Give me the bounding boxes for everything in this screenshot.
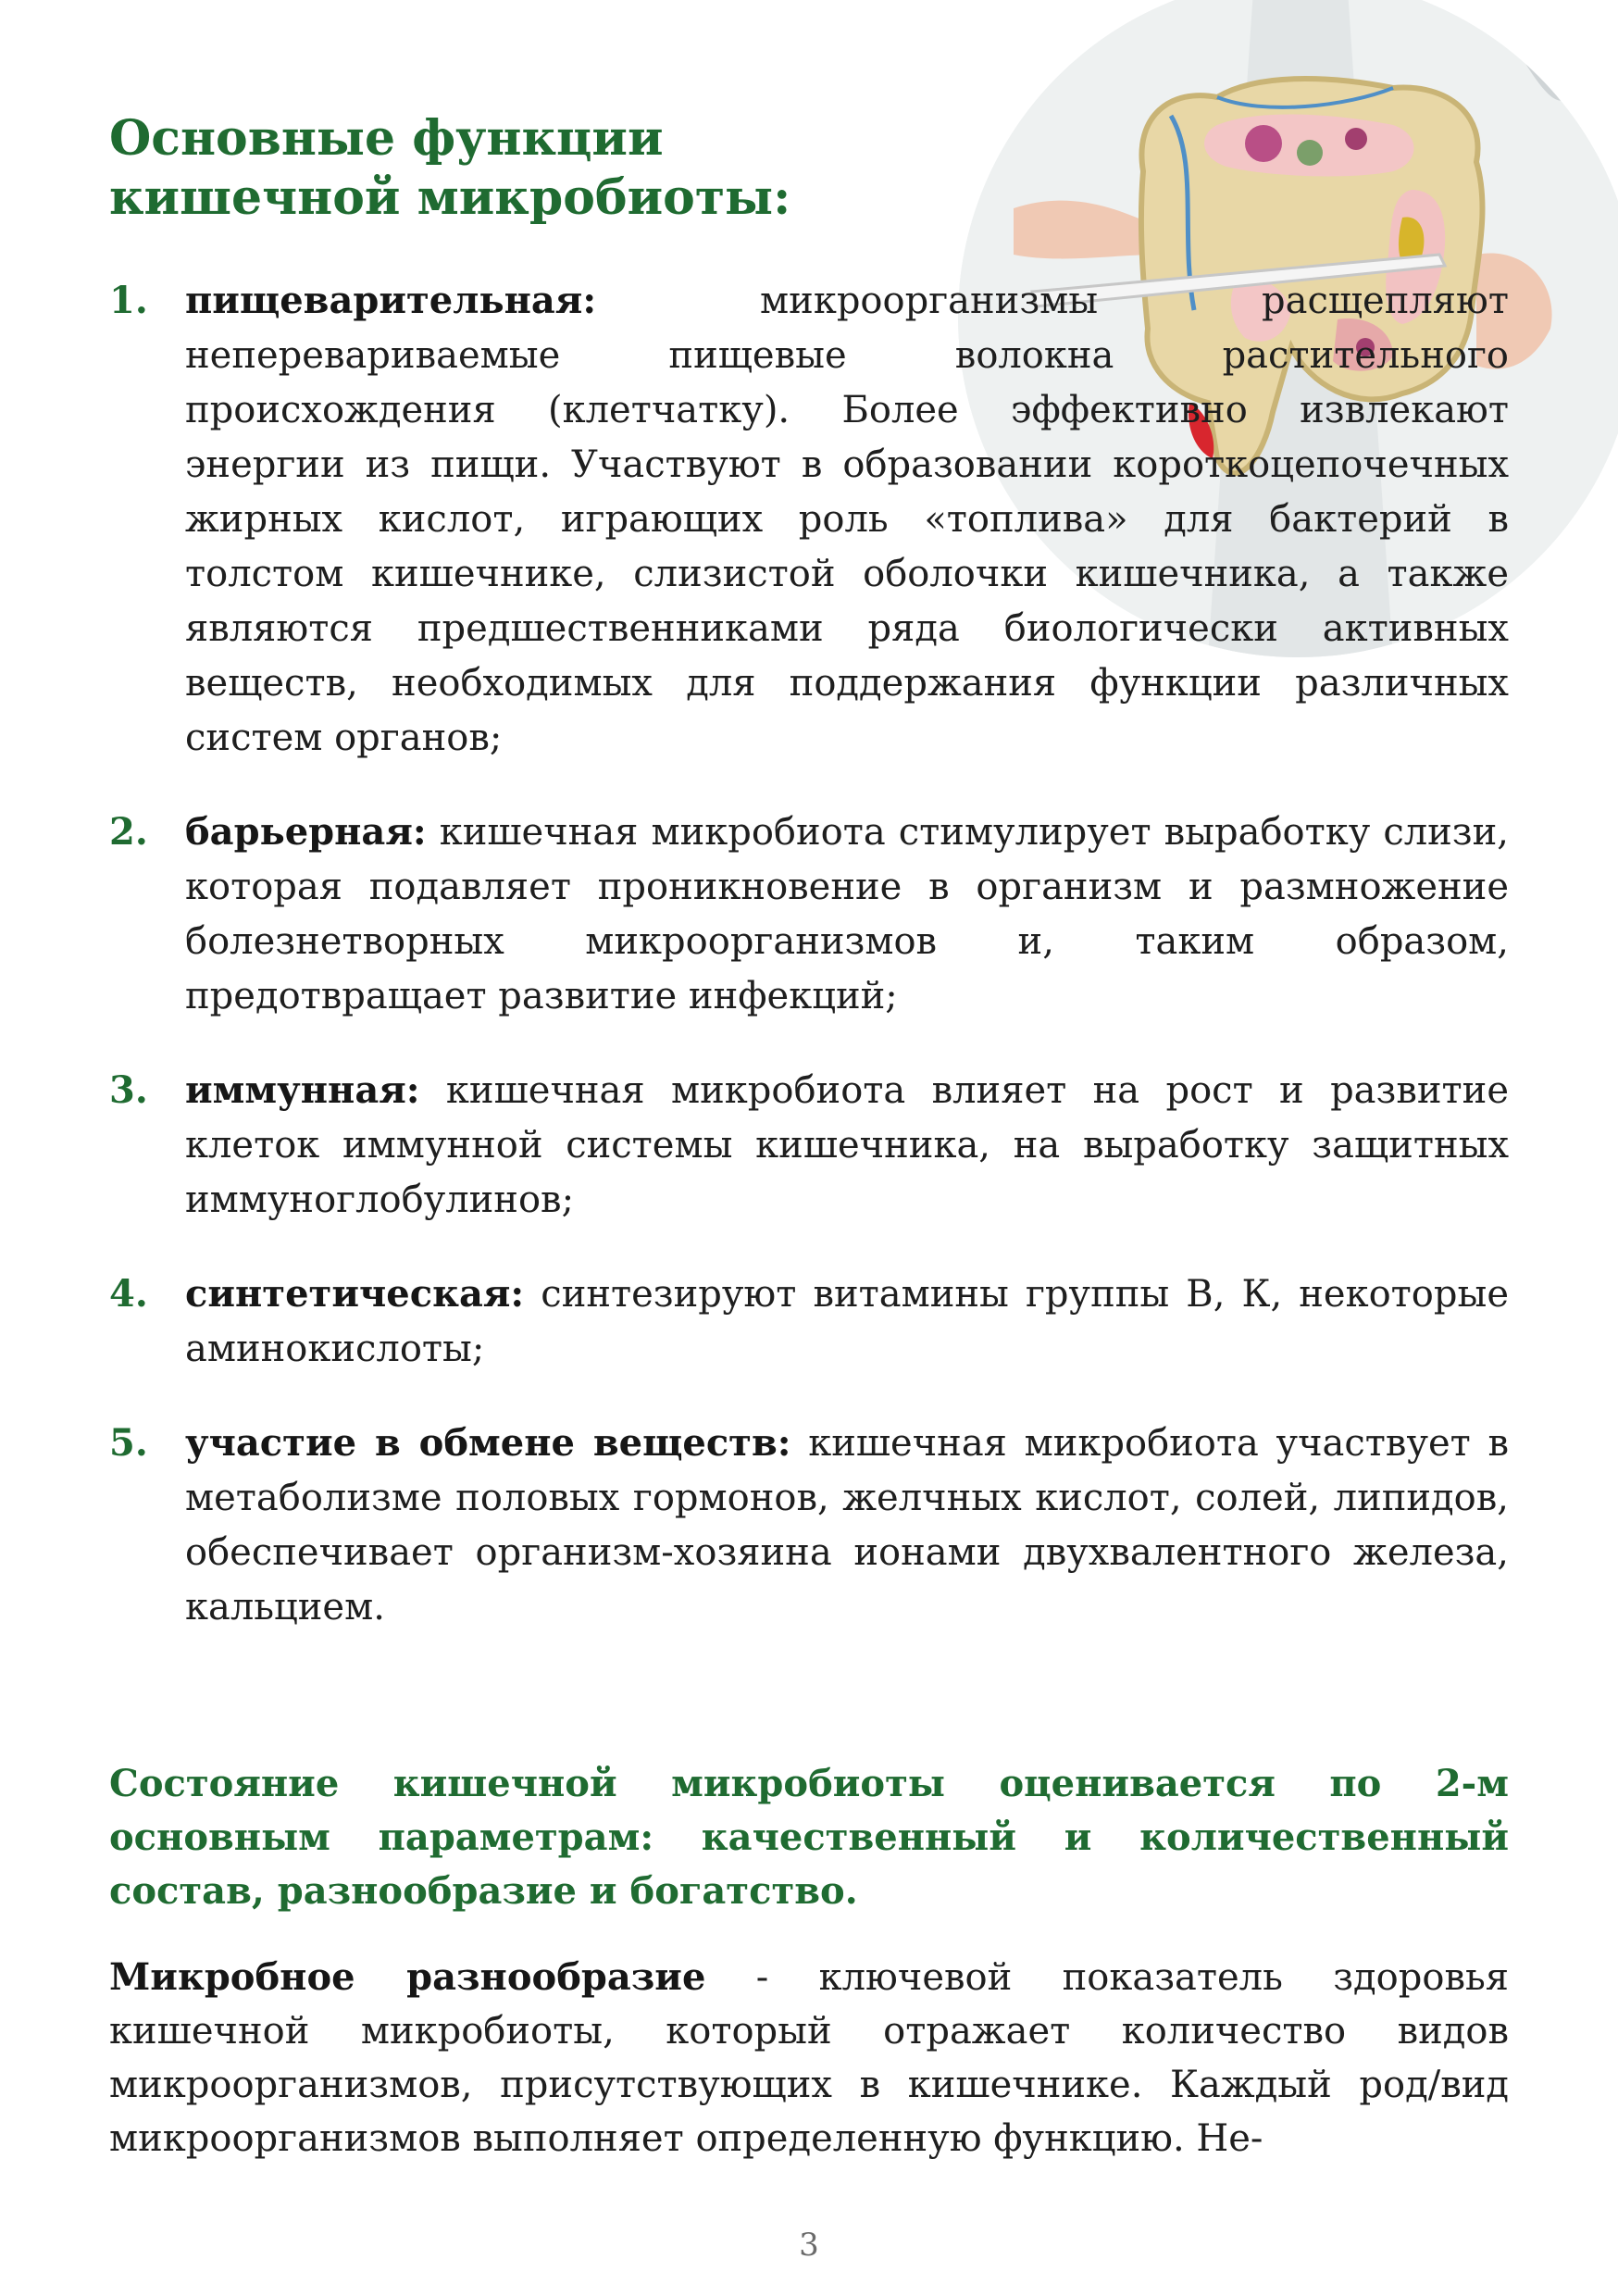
list-item-text bbox=[185, 1267, 1509, 1377]
list-item bbox=[109, 1416, 1509, 1635]
function-description: синтезируют витамины группы В, К, некоторые аминокислоты; bbox=[185, 1273, 1509, 1370]
list-item-number: 2. bbox=[109, 810, 148, 854]
function-description: кишечная микробиота влияет на рост и развитие клеток иммунной системы кишечника, на выработку защитных иммуноглобулинов; bbox=[185, 1069, 1509, 1221]
function-description: микроорганизмы расщепляют неперевариваемые пищевые волокна растительного происхождения (клетчатку). Более эффективно извлекают энергии из пищи. Участвуют в образовании короткоцепочечных жирных кислот, играющих роль «топлива» для бактерий в толстом кишечнике, слизистой оболочки кишечника, а также являются предшественниками ряда биологически активных веществ, необходимых для поддержания функции различных систем органов; bbox=[185, 280, 1509, 759]
functions-list bbox=[109, 273, 1509, 1674]
list-item-text bbox=[185, 1063, 1509, 1228]
list-item-text bbox=[185, 273, 1509, 766]
function-description: кишечная микробиота стимулирует выработку слизи, которая подавляет проникновение в организм и размножение болезнетворных микроорганизмов и, таким образом, предотвращает развитие инфекций; bbox=[185, 811, 1509, 1017]
list-item bbox=[109, 1063, 1509, 1228]
function-term: участие в обмене веществ: bbox=[185, 1421, 791, 1465]
list-item bbox=[109, 805, 1509, 1024]
function-term: иммунная: bbox=[185, 1068, 420, 1112]
function-term: синтетическая: bbox=[185, 1272, 525, 1316]
list-item-number: 5. bbox=[109, 1421, 148, 1465]
list-item-text bbox=[185, 805, 1509, 1024]
list-item-number: 1. bbox=[109, 279, 148, 322]
function-term: барьерная: bbox=[185, 810, 427, 854]
list-item-text bbox=[185, 1416, 1509, 1635]
state-heading: Состояние кишечной микробиоты оценивается по 2-м основным параметрам: качественный и количественный состав, разнообразие и богатство. bbox=[109, 1762, 1509, 1913]
page-title: Основные функции кишечной микробиоты: bbox=[109, 110, 791, 226]
diversity-text: - ключевой показатель здоровья кишечной микробиоты, который отражает количество видов микроорганизмов, присутствующих в кишечнике. Каждый род/вид микроорганизмов выполняет определенную функцию. Не- bbox=[109, 1956, 1509, 2160]
diversity-paragraph bbox=[109, 1951, 1509, 2165]
function-description: кишечная микробиота участвует в метаболизме половых гормонов, желчных кислот, солей, липидов, обеспечивает организм-хозяина ионами двухвалентного железа, кальцием. bbox=[185, 1422, 1509, 1628]
list-item bbox=[109, 273, 1509, 766]
function-term: пищеварительная: bbox=[185, 279, 597, 322]
page-number: 3 bbox=[799, 2227, 819, 2264]
diversity-term: Микробное разнообразие bbox=[109, 1955, 706, 1999]
list-item-number: 3. bbox=[109, 1068, 148, 1112]
list-item-number: 4. bbox=[109, 1272, 148, 1316]
list-item bbox=[109, 1267, 1509, 1377]
